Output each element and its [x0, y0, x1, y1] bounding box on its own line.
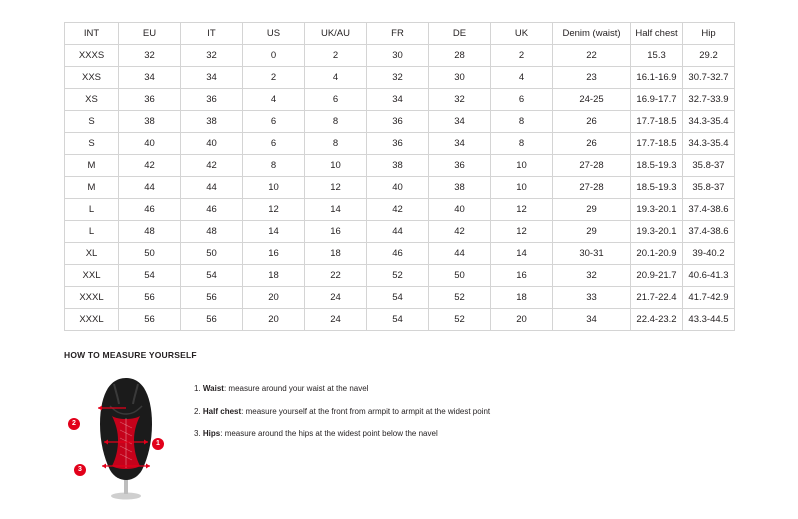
size-value-cell: 38 [367, 155, 429, 177]
note-index: 1. [194, 384, 203, 393]
size-value-cell: 34 [367, 89, 429, 111]
size-value-cell: 56 [181, 309, 243, 331]
size-value-cell: 42 [429, 221, 491, 243]
size-value-cell: 56 [119, 287, 181, 309]
size-chart-container [64, 22, 734, 331]
size-label-cell: S [65, 133, 119, 155]
size-value-cell: 38 [119, 111, 181, 133]
size-value-cell: 34 [181, 67, 243, 89]
size-value-cell: 8 [305, 111, 367, 133]
size-value-cell: 48 [119, 221, 181, 243]
table-row [65, 89, 735, 111]
size-value-cell: 10 [491, 177, 553, 199]
note-text: : measure around the hips at the widest point below the navel [220, 429, 438, 439]
size-value-cell: 44 [181, 177, 243, 199]
size-value-cell: 40 [429, 199, 491, 221]
size-label-cell: XL [65, 243, 119, 265]
size-value-cell: 22.4-23.2 [631, 309, 683, 331]
size-value-cell: 34 [553, 309, 631, 331]
size-label-cell: XXXL [65, 309, 119, 331]
size-label-cell: M [65, 155, 119, 177]
measurement-note [194, 384, 490, 394]
size-value-cell: 15.3 [631, 45, 683, 67]
size-value-cell: 20 [243, 309, 305, 331]
size-value-cell: 30.7-32.7 [683, 67, 735, 89]
size-value-cell: 16.9-17.7 [631, 89, 683, 111]
size-value-cell: 18 [491, 287, 553, 309]
size-value-cell: 24 [305, 287, 367, 309]
size-value-cell: 16 [491, 265, 553, 287]
size-value-cell: 6 [243, 133, 305, 155]
size-value-cell: 38 [429, 177, 491, 199]
size-value-cell: 2 [491, 45, 553, 67]
size-value-cell: 12 [491, 199, 553, 221]
table-row [65, 243, 735, 265]
size-value-cell: 44 [429, 243, 491, 265]
size-value-cell: 56 [181, 287, 243, 309]
size-label-cell: M [65, 177, 119, 199]
note-text: : measure yourself at the front from armpit to armpit at the widest point [241, 406, 491, 416]
size-value-cell: 4 [243, 89, 305, 111]
measurement-figure-container [64, 370, 186, 500]
size-value-cell: 39-40.2 [683, 243, 735, 265]
size-value-cell: 6 [243, 111, 305, 133]
size-value-cell: 40 [181, 133, 243, 155]
size-value-cell: 4 [305, 67, 367, 89]
size-value-cell: 34 [429, 133, 491, 155]
size-value-cell: 42 [367, 199, 429, 221]
size-value-cell: 35.8-37 [683, 177, 735, 199]
size-value-cell: 16 [305, 221, 367, 243]
size-label-cell: XS [65, 89, 119, 111]
measurement-notes-list [194, 370, 490, 452]
size-value-cell: 6 [491, 89, 553, 111]
measurement-note [194, 429, 490, 439]
size-label-cell: XXXL [65, 287, 119, 309]
size-chart-body [65, 45, 735, 331]
table-row [65, 45, 735, 67]
size-value-cell: 40 [119, 133, 181, 155]
size-value-cell: 8 [243, 155, 305, 177]
size-value-cell: 32 [119, 45, 181, 67]
column-header: UK/AU [305, 23, 367, 45]
column-header: Denim (waist) [553, 23, 631, 45]
note-index: 2. [194, 406, 203, 416]
size-value-cell: 10 [243, 177, 305, 199]
size-value-cell: 48 [181, 221, 243, 243]
size-value-cell: 37.4-38.6 [683, 199, 735, 221]
size-value-cell: 20 [243, 287, 305, 309]
size-value-cell: 23 [553, 67, 631, 89]
column-header: DE [429, 23, 491, 45]
column-header: UK [491, 23, 553, 45]
column-header: INT [65, 23, 119, 45]
size-value-cell: 16 [243, 243, 305, 265]
size-value-cell: 44 [119, 177, 181, 199]
size-value-cell: 30 [367, 45, 429, 67]
size-value-cell: 18.5-19.3 [631, 155, 683, 177]
column-header: Hip [683, 23, 735, 45]
how-to-measure-body [64, 370, 734, 500]
size-value-cell: 54 [119, 265, 181, 287]
size-value-cell: 32 [181, 45, 243, 67]
size-value-cell: 36 [119, 89, 181, 111]
size-value-cell: 21.7-22.4 [631, 287, 683, 309]
size-value-cell: 36 [181, 89, 243, 111]
size-value-cell: 2 [243, 67, 305, 89]
size-chart-header [65, 23, 735, 45]
size-value-cell: 43.3-44.5 [683, 309, 735, 331]
size-value-cell: 12 [243, 199, 305, 221]
column-header: US [243, 23, 305, 45]
size-value-cell: 19.3-20.1 [631, 199, 683, 221]
size-value-cell: 38 [181, 111, 243, 133]
size-value-cell: 27-28 [553, 155, 631, 177]
size-value-cell: 14 [491, 243, 553, 265]
size-value-cell: 29 [553, 199, 631, 221]
size-label-cell: XXXS [65, 45, 119, 67]
table-row [65, 133, 735, 155]
column-header: EU [119, 23, 181, 45]
size-value-cell: 0 [243, 45, 305, 67]
size-value-cell: 54 [181, 265, 243, 287]
table-row [65, 67, 735, 89]
size-value-cell: 29 [553, 221, 631, 243]
size-value-cell: 16.1-16.9 [631, 67, 683, 89]
size-value-cell: 20 [491, 309, 553, 331]
size-value-cell: 42 [119, 155, 181, 177]
size-value-cell: 34.3-35.4 [683, 111, 735, 133]
size-chart-table [64, 22, 735, 331]
size-value-cell: 46 [119, 199, 181, 221]
size-value-cell: 27-28 [553, 177, 631, 199]
size-value-cell: 20.9-21.7 [631, 265, 683, 287]
size-value-cell: 54 [367, 309, 429, 331]
size-value-cell: 18 [305, 243, 367, 265]
size-value-cell: 26 [553, 111, 631, 133]
size-value-cell: 52 [429, 309, 491, 331]
size-label-cell: XXL [65, 265, 119, 287]
measure-badge-3: 3 [74, 464, 86, 476]
table-header-row [65, 23, 735, 45]
table-row [65, 199, 735, 221]
size-label-cell: S [65, 111, 119, 133]
size-value-cell: 40 [367, 177, 429, 199]
how-to-measure-title: HOW TO MEASURE YOURSELF [64, 350, 197, 360]
size-value-cell: 2 [305, 45, 367, 67]
note-index: 3. [194, 429, 203, 439]
table-row [65, 155, 735, 177]
size-value-cell: 52 [367, 265, 429, 287]
size-value-cell: 33 [553, 287, 631, 309]
column-header: IT [181, 23, 243, 45]
size-value-cell: 10 [491, 155, 553, 177]
size-value-cell: 26 [553, 133, 631, 155]
size-value-cell: 12 [305, 177, 367, 199]
size-value-cell: 14 [243, 221, 305, 243]
size-value-cell: 28 [429, 45, 491, 67]
size-value-cell: 32 [429, 89, 491, 111]
table-row [65, 265, 735, 287]
size-value-cell: 56 [119, 309, 181, 331]
table-row [65, 309, 735, 331]
size-value-cell: 6 [305, 89, 367, 111]
measure-badge-2: 2 [68, 418, 80, 430]
size-value-cell: 30 [429, 67, 491, 89]
size-value-cell: 44 [367, 221, 429, 243]
size-value-cell: 40.6-41.3 [683, 265, 735, 287]
size-value-cell: 32.7-33.9 [683, 89, 735, 111]
size-value-cell: 18 [243, 265, 305, 287]
table-row [65, 111, 735, 133]
size-value-cell: 4 [491, 67, 553, 89]
size-label-cell: L [65, 199, 119, 221]
size-value-cell: 19.3-20.1 [631, 221, 683, 243]
size-value-cell: 32 [367, 67, 429, 89]
size-value-cell: 36 [429, 155, 491, 177]
size-value-cell: 30-31 [553, 243, 631, 265]
size-value-cell: 8 [491, 111, 553, 133]
size-value-cell: 12 [491, 221, 553, 243]
size-value-cell: 46 [181, 199, 243, 221]
size-value-cell: 32 [553, 265, 631, 287]
size-value-cell: 14 [305, 199, 367, 221]
size-value-cell: 54 [367, 287, 429, 309]
size-value-cell: 34 [119, 67, 181, 89]
note-text: : measure around your waist at the navel [223, 384, 369, 393]
size-value-cell: 34.3-35.4 [683, 133, 735, 155]
size-value-cell: 36 [367, 133, 429, 155]
size-value-cell: 36 [367, 111, 429, 133]
column-header: Half chest [631, 23, 683, 45]
size-value-cell: 17.7-18.5 [631, 111, 683, 133]
table-row [65, 287, 735, 309]
size-value-cell: 34 [429, 111, 491, 133]
size-value-cell: 10 [305, 155, 367, 177]
size-value-cell: 17.7-18.5 [631, 133, 683, 155]
size-label-cell: XXS [65, 67, 119, 89]
size-value-cell: 52 [429, 287, 491, 309]
size-value-cell: 18.5-19.3 [631, 177, 683, 199]
size-value-cell: 50 [181, 243, 243, 265]
size-value-cell: 8 [491, 133, 553, 155]
measurement-note [194, 407, 490, 417]
size-value-cell: 24-25 [553, 89, 631, 111]
column-header: FR [367, 23, 429, 45]
size-value-cell: 20.1-20.9 [631, 243, 683, 265]
size-value-cell: 42 [181, 155, 243, 177]
size-value-cell: 35.8-37 [683, 155, 735, 177]
table-row [65, 177, 735, 199]
size-value-cell: 29.2 [683, 45, 735, 67]
size-label-cell: L [65, 221, 119, 243]
measure-badge-1: 1 [152, 438, 164, 450]
note-term: Waist [202, 384, 224, 393]
size-value-cell: 50 [429, 265, 491, 287]
note-term: Hips [202, 429, 221, 439]
size-value-cell: 37.4-38.6 [683, 221, 735, 243]
size-value-cell: 50 [119, 243, 181, 265]
table-row [65, 221, 735, 243]
mannequin-figure-icon [86, 372, 166, 500]
size-value-cell: 22 [553, 45, 631, 67]
size-value-cell: 8 [305, 133, 367, 155]
how-to-measure-section [64, 350, 734, 500]
note-term: Half chest [202, 406, 242, 416]
size-value-cell: 24 [305, 309, 367, 331]
size-value-cell: 46 [367, 243, 429, 265]
size-value-cell: 22 [305, 265, 367, 287]
size-value-cell: 41.7-42.9 [683, 287, 735, 309]
